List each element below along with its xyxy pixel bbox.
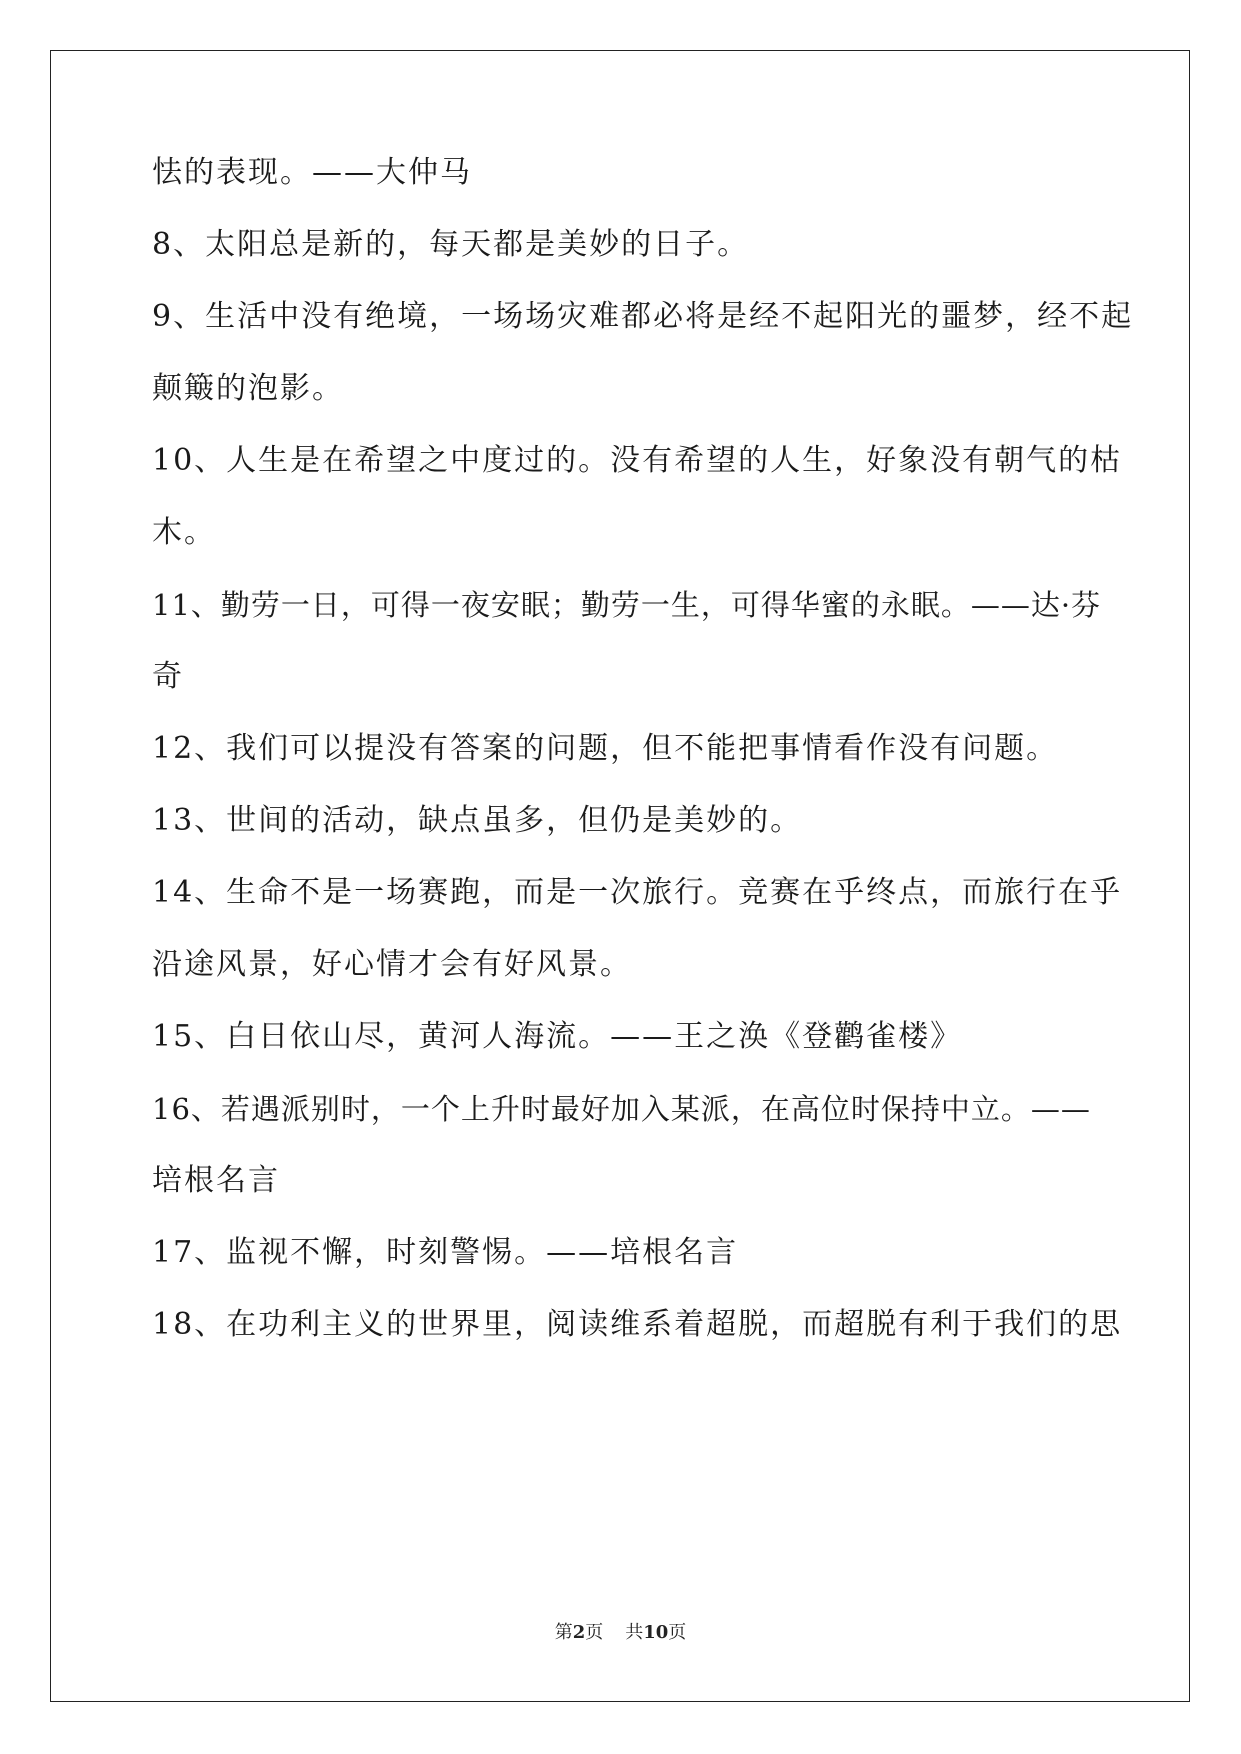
footer-page-suffix: 页	[585, 1622, 604, 1643]
text-line-2: 8、太阳总是新的，每天都是美妙的日子。	[152, 227, 750, 262]
text-line-12: 沿途风景，好心情才会有好风景。	[152, 947, 632, 982]
page-footer	[0, 1618, 1241, 1644]
footer-total-prefix: 共	[625, 1622, 644, 1643]
text-line-8: 奇	[152, 659, 184, 694]
footer-total-number: 10	[643, 1622, 669, 1643]
text-line-10: 13、世间的活动，缺点虽多，但仍是美妙的。	[152, 803, 803, 838]
text-line-16: 17、监视不懈，时刻警惕。——培根名言	[152, 1235, 739, 1270]
text-line-3: 9、生活中没有绝境，一场场灾难都必将是经不起阳光的噩梦，经不起	[152, 299, 1134, 334]
text-line-6: 木。	[152, 515, 216, 550]
footer-page-prefix: 第	[554, 1622, 573, 1643]
text-line-13: 15、白日依山尽，黄河人海流。——王之涣《登鹳雀楼》	[152, 1019, 963, 1054]
text-line-4: 颠簸的泡影。	[152, 371, 344, 406]
text-line-17: 18、在功利主义的世界里，阅读维系着超脱，而超脱有利于我们的思	[152, 1307, 1123, 1342]
text-line-9: 12、我们可以提没有答案的问题，但不能把事情看作没有问题。	[152, 731, 1059, 766]
text-line-11: 14、生命不是一场赛跑，而是一次旅行。竞赛在乎终点，而旅行在乎	[152, 875, 1123, 910]
text-line-14: 16、若遇派别时，一个上升时最好加入某派，在高位时保持中立。——	[152, 1092, 1091, 1126]
footer-page-number: 2	[572, 1622, 586, 1643]
footer-total-suffix: 页	[668, 1622, 687, 1643]
text-line-5: 10、人生是在希望之中度过的。没有希望的人生，好象没有朝气的枯	[152, 443, 1123, 478]
text-line-1: 怯的表现。——大仲马	[152, 155, 472, 190]
text-line-15: 培根名言	[152, 1163, 280, 1198]
text-line-7: 11、勤劳一日，可得一夜安眠；勤劳一生，可得华蜜的永眠。——达·芬	[152, 588, 1102, 622]
